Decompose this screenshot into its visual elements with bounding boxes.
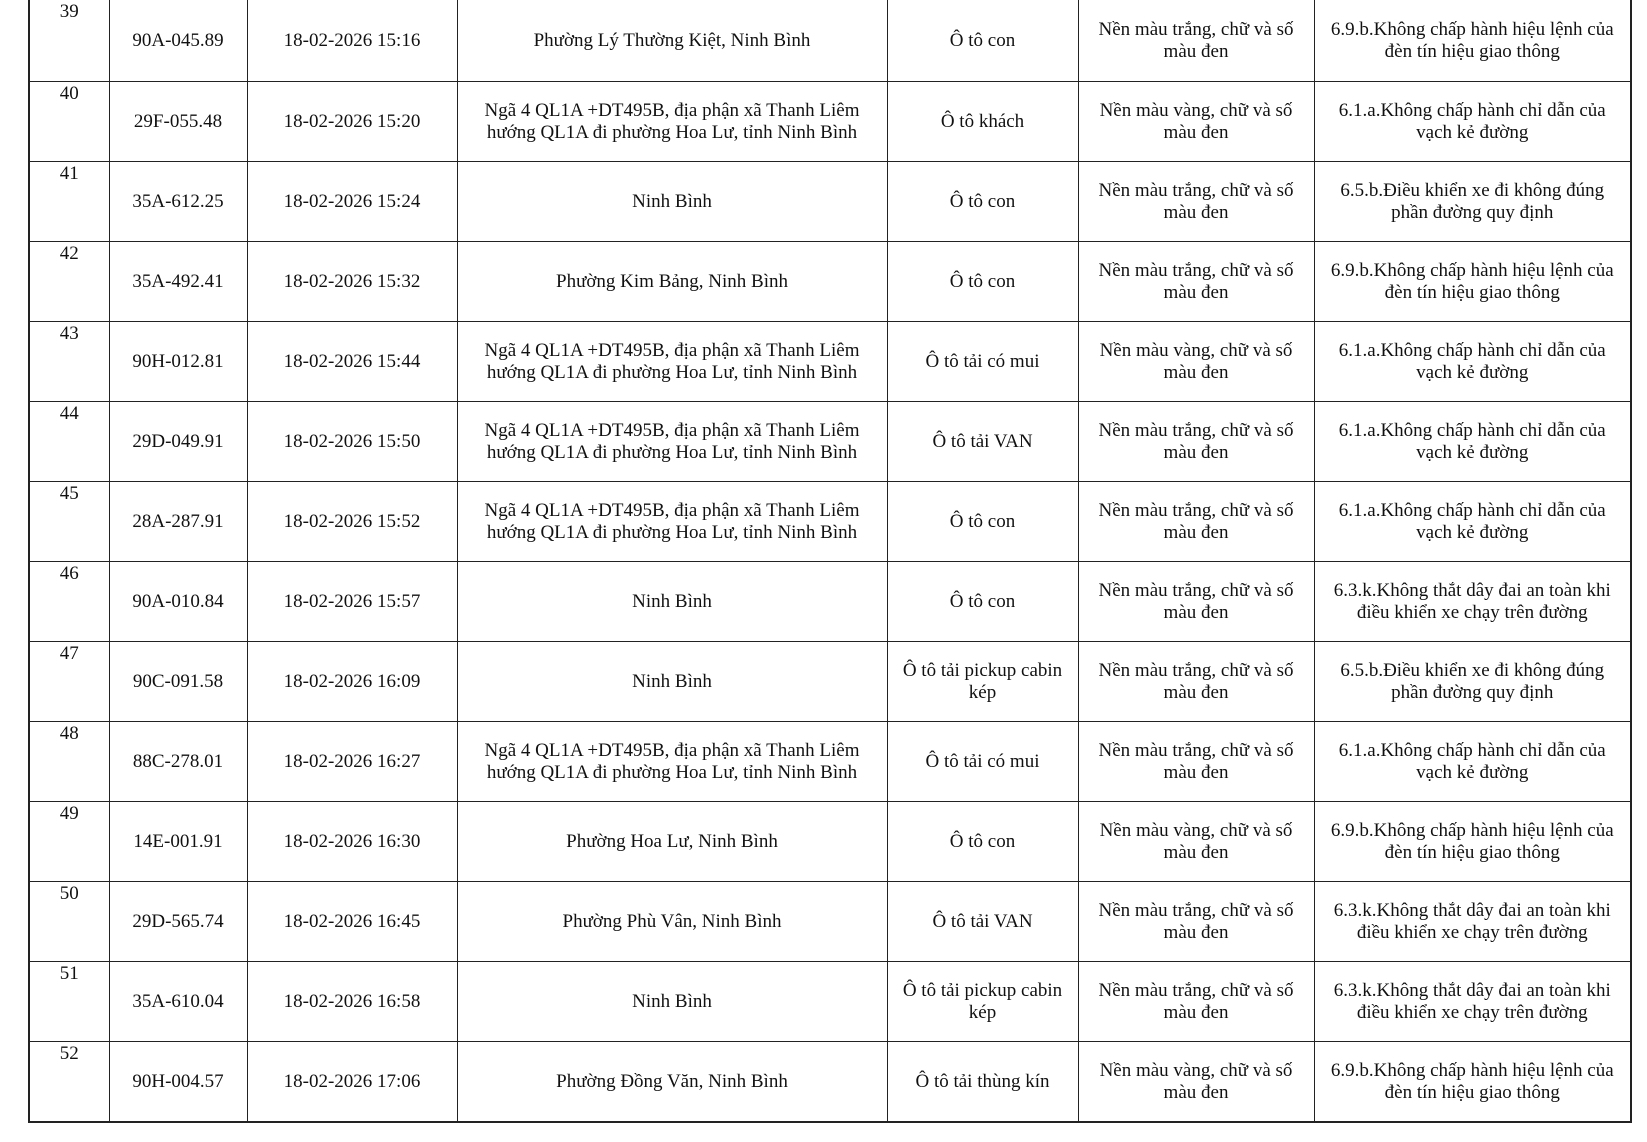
violation-description: 6.3.k.Không thắt dây đai an toàn khi điều khiển xe chạy trên đường	[1314, 882, 1631, 962]
violation-time: 18-02-2026 15:57	[247, 562, 457, 642]
license-plate: 90C-091.58	[109, 642, 247, 722]
plate-color: Nền màu trắng, chữ và số màu đen	[1078, 162, 1314, 242]
violation-description: 6.1.a.Không chấp hành chỉ dẫn của vạch kẻ đường	[1314, 82, 1631, 162]
plate-color: Nền màu trắng, chữ và số màu đen	[1078, 0, 1314, 82]
violation-description: 6.9.b.Không chấp hành hiệu lệnh của đèn tín hiệu giao thông	[1314, 242, 1631, 322]
license-plate: 90A-010.84	[109, 562, 247, 642]
violation-time: 18-02-2026 15:50	[247, 402, 457, 482]
plate-color: Nền màu vàng, chữ và số màu đen	[1078, 322, 1314, 402]
table-row	[29, 642, 1631, 722]
violation-time: 18-02-2026 15:24	[247, 162, 457, 242]
violation-description: 6.1.a.Không chấp hành chỉ dẫn của vạch kẻ đường	[1314, 322, 1631, 402]
table-row	[29, 562, 1631, 642]
violation-time: 18-02-2026 17:06	[247, 1042, 457, 1123]
plate-color: Nền màu trắng, chữ và số màu đen	[1078, 242, 1314, 322]
violation-description: 6.5.b.Điều khiển xe đi không đúng phần đường quy định	[1314, 642, 1631, 722]
violation-location: Ninh Bình	[457, 962, 887, 1042]
plate-color: Nền màu trắng, chữ và số màu đen	[1078, 642, 1314, 722]
license-plate: 29D-049.91	[109, 402, 247, 482]
violation-location: Ninh Bình	[457, 162, 887, 242]
row-number: 49	[29, 802, 109, 882]
row-number: 39	[29, 0, 109, 82]
license-plate: 29D-565.74	[109, 882, 247, 962]
violation-description: 6.3.k.Không thắt dây đai an toàn khi điều khiển xe chạy trên đường	[1314, 962, 1631, 1042]
vehicle-type: Ô tô tải có mui	[887, 722, 1078, 802]
vehicle-type: Ô tô tải VAN	[887, 882, 1078, 962]
violation-location: Phường Đồng Văn, Ninh Bình	[457, 1042, 887, 1123]
violation-description: 6.1.a.Không chấp hành chỉ dẫn của vạch kẻ đường	[1314, 402, 1631, 482]
table-row	[29, 722, 1631, 802]
plate-color: Nền màu trắng, chữ và số màu đen	[1078, 722, 1314, 802]
table-row	[29, 482, 1631, 562]
vehicle-type: Ô tô con	[887, 802, 1078, 882]
license-plate: 35A-610.04	[109, 962, 247, 1042]
row-number: 41	[29, 162, 109, 242]
document-page	[28, 0, 1630, 1123]
license-plate: 90H-004.57	[109, 1042, 247, 1123]
violation-description: 6.9.b.Không chấp hành hiệu lệnh của đèn tín hiệu giao thông	[1314, 802, 1631, 882]
violation-location: Ninh Bình	[457, 562, 887, 642]
vehicle-type: Ô tô con	[887, 242, 1078, 322]
vehicle-type: Ô tô tải có mui	[887, 322, 1078, 402]
violation-time: 18-02-2026 15:52	[247, 482, 457, 562]
license-plate: 88C-278.01	[109, 722, 247, 802]
plate-color: Nền màu trắng, chữ và số màu đen	[1078, 482, 1314, 562]
plate-color: Nền màu trắng, chữ và số màu đen	[1078, 882, 1314, 962]
vehicle-type: Ô tô tải pickup cabin kép	[887, 962, 1078, 1042]
violation-description: 6.3.k.Không thắt dây đai an toàn khi điều khiển xe chạy trên đường	[1314, 562, 1631, 642]
violation-description: 6.5.b.Điều khiển xe đi không đúng phần đường quy định	[1314, 162, 1631, 242]
plate-color: Nền màu trắng, chữ và số màu đen	[1078, 402, 1314, 482]
plate-color: Nền màu vàng, chữ và số màu đen	[1078, 1042, 1314, 1123]
violation-location: Phường Phù Vân, Ninh Bình	[457, 882, 887, 962]
vehicle-type: Ô tô con	[887, 162, 1078, 242]
violation-description: 6.1.a.Không chấp hành chỉ dẫn của vạch kẻ đường	[1314, 482, 1631, 562]
license-plate: 28A-287.91	[109, 482, 247, 562]
violation-description: 6.9.b.Không chấp hành hiệu lệnh của đèn tín hiệu giao thông	[1314, 1042, 1631, 1123]
row-number: 48	[29, 722, 109, 802]
vehicle-type: Ô tô tải pickup cabin kép	[887, 642, 1078, 722]
violation-description: 6.9.b.Không chấp hành hiệu lệnh của đèn tín hiệu giao thông	[1314, 0, 1631, 82]
vehicle-type: Ô tô con	[887, 482, 1078, 562]
row-number: 45	[29, 482, 109, 562]
violation-location: Ninh Bình	[457, 642, 887, 722]
table-row	[29, 962, 1631, 1042]
plate-color: Nền màu vàng, chữ và số màu đen	[1078, 802, 1314, 882]
row-number: 43	[29, 322, 109, 402]
table-row	[29, 0, 1631, 82]
table-row	[29, 162, 1631, 242]
violation-location: Phường Lý Thường Kiệt, Ninh Bình	[457, 0, 887, 82]
table-row	[29, 1042, 1631, 1123]
violation-location: Ngã 4 QL1A +DT495B, địa phận xã Thanh Liêm hướng QL1A đi phường Hoa Lư, tỉnh Ninh Bình	[457, 82, 887, 162]
row-number: 50	[29, 882, 109, 962]
license-plate: 35A-492.41	[109, 242, 247, 322]
license-plate: 90H-012.81	[109, 322, 247, 402]
violation-time: 18-02-2026 16:30	[247, 802, 457, 882]
violations-table-body	[29, 0, 1631, 1122]
violation-location: Ngã 4 QL1A +DT495B, địa phận xã Thanh Liêm hướng QL1A đi phường Hoa Lư, tỉnh Ninh Bình	[457, 402, 887, 482]
violation-location: Phường Kim Bảng, Ninh Bình	[457, 242, 887, 322]
row-number: 42	[29, 242, 109, 322]
violation-time: 18-02-2026 15:44	[247, 322, 457, 402]
vehicle-type: Ô tô khách	[887, 82, 1078, 162]
table-row	[29, 802, 1631, 882]
license-plate: 90A-045.89	[109, 0, 247, 82]
row-number: 51	[29, 962, 109, 1042]
violation-time: 18-02-2026 15:16	[247, 0, 457, 82]
vehicle-type: Ô tô con	[887, 562, 1078, 642]
row-number: 40	[29, 82, 109, 162]
violation-description: 6.1.a.Không chấp hành chỉ dẫn của vạch kẻ đường	[1314, 722, 1631, 802]
table-row	[29, 82, 1631, 162]
vehicle-type: Ô tô tải thùng kín	[887, 1042, 1078, 1123]
row-number: 46	[29, 562, 109, 642]
violation-location: Ngã 4 QL1A +DT495B, địa phận xã Thanh Liêm hướng QL1A đi phường Hoa Lư, tỉnh Ninh Bình	[457, 322, 887, 402]
violation-time: 18-02-2026 16:45	[247, 882, 457, 962]
violations-table	[28, 0, 1632, 1123]
table-row	[29, 322, 1631, 402]
violation-time: 18-02-2026 16:09	[247, 642, 457, 722]
license-plate: 29F-055.48	[109, 82, 247, 162]
row-number: 52	[29, 1042, 109, 1123]
license-plate: 35A-612.25	[109, 162, 247, 242]
vehicle-type: Ô tô tải VAN	[887, 402, 1078, 482]
table-row	[29, 402, 1631, 482]
license-plate: 14E-001.91	[109, 802, 247, 882]
violation-time: 18-02-2026 16:27	[247, 722, 457, 802]
violation-location: Ngã 4 QL1A +DT495B, địa phận xã Thanh Liêm hướng QL1A đi phường Hoa Lư, tỉnh Ninh Bình	[457, 722, 887, 802]
violation-time: 18-02-2026 16:58	[247, 962, 457, 1042]
plate-color: Nền màu vàng, chữ và số màu đen	[1078, 82, 1314, 162]
violation-location: Ngã 4 QL1A +DT495B, địa phận xã Thanh Liêm hướng QL1A đi phường Hoa Lư, tỉnh Ninh Bình	[457, 482, 887, 562]
row-number: 44	[29, 402, 109, 482]
violation-time: 18-02-2026 15:20	[247, 82, 457, 162]
plate-color: Nền màu trắng, chữ và số màu đen	[1078, 562, 1314, 642]
table-row	[29, 242, 1631, 322]
violation-time: 18-02-2026 15:32	[247, 242, 457, 322]
vehicle-type: Ô tô con	[887, 0, 1078, 82]
row-number: 47	[29, 642, 109, 722]
violation-location: Phường Hoa Lư, Ninh Bình	[457, 802, 887, 882]
plate-color: Nền màu trắng, chữ và số màu đen	[1078, 962, 1314, 1042]
table-row	[29, 882, 1631, 962]
